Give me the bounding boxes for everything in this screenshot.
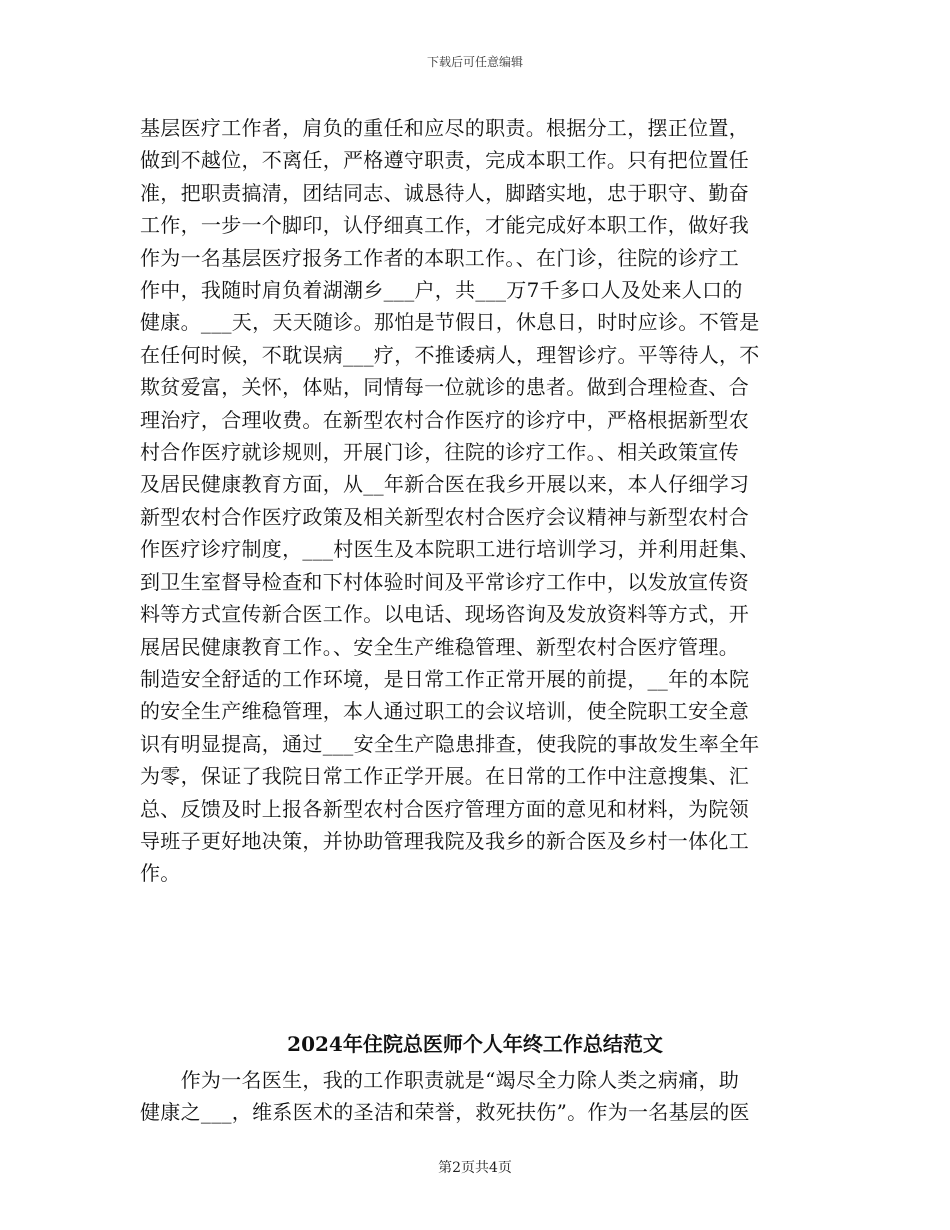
text-line: 作为一名基层医疗报务工作者的本职工作。、在门诊，往院的诊疗工 — [140, 245, 739, 270]
text-line: 新型农村合作医疗政策及相关新型农村合医疗会议精神与新型农村合 — [140, 504, 749, 529]
text-line: 村合作医疗就诊规则，开展门诊，往院的诊疗工作。、相关政策宣传 — [140, 440, 739, 465]
text-line: 识有明显提高，通过___安全生产隐患排查，使我院的事故发生率全年 — [140, 731, 760, 756]
text-line: 为零，保证了我院日常工作正学开展。在日常的工作中注意搜集、汇 — [140, 764, 749, 789]
text-line: 健康之___，维系医术的圣洁和荣誉，救死扶伤”。作为一名基层的医 — [140, 1100, 750, 1125]
text-line: 作中，我随时肩负着湖潮乡___户，共___万7千多口人及处来人口的 — [140, 278, 743, 303]
text-line: 总、反馈及时上报各新型农村合医疗管理方面的意见和材料，为院领 — [140, 796, 749, 821]
text-line: 料等方式宣传新合医工作。以电话、现场咨询及发放资料等方式，开 — [140, 602, 749, 627]
text-line: 及居民健康教育方面，从__年新合医在我乡开展以来，本人仔细学习 — [140, 472, 750, 497]
text-line: 到卫生室督导检查和下村体验时间及平常诊疗工作中，以发放宣传资 — [140, 569, 749, 594]
page-footer: 第2页共4页 — [438, 1160, 512, 1176]
text-line: 的安全生产维稳管理，本人通过职工的会议培训，使全院职工安全意 — [140, 699, 749, 724]
text-line: 制造安全舒适的工作环境，是日常工作正常开展的前提，__年的本院 — [140, 666, 750, 691]
text-line: 导班子更好地决策，并协助管理我院及我乡的新合医及乡村一体化工 — [140, 828, 749, 853]
text-line: 基层医疗工作者，肩负的重任和应尽的职责。根据分工，摆正位置， — [140, 116, 749, 140]
text-line: 作医疗诊疗制度，___村医生及本院职工进行培训学习，并利用赶集、 — [140, 537, 760, 562]
text-line: 准，把职责搞清，团结同志、诚恳待人，脚踏实地，忠于职守、勤奋 — [140, 180, 749, 205]
text-line: 欺贫爱富，关怀，体贴，同情每一位就诊的患者。做到合理检查、合 — [140, 375, 749, 400]
text-line: 健康。___天，天天随诊。那怕是节假日，休息日，时时应诊。不管是 — [140, 310, 760, 335]
text-line: 作。 — [140, 861, 181, 886]
text-line: 理治疗，合理收费。在新型农村合作医疗的诊疗中，严格根据新型农 — [140, 407, 749, 432]
page-header: 下载后可任意编辑 — [426, 55, 523, 69]
text-line: 在任何时候，不耽误病___疗，不推诿病人，理智诊疗。平等待人，不 — [140, 342, 760, 367]
paragraph-1 — [140, 112, 810, 890]
text-line: 做到不越位，不离任，严格遵守职责，完成本职工作。只有把位置任 — [140, 148, 749, 173]
paragraph-2 — [140, 1064, 810, 1129]
text-line: 工作，一步一个脚印，认伃细真工作，才能完成好本职工作，做好我 — [140, 213, 749, 238]
section-title: 2024年住院总医师个人年终工作总结范文 — [287, 1032, 663, 1056]
text-line: 展居民健康教育工作。、安全生产维稳管理、新型农村合医疗管理。 — [140, 634, 739, 659]
text-line: 作为一名医生，我的工作职责就是“竭尽全力除人类之病痛，助 — [140, 1068, 740, 1092]
